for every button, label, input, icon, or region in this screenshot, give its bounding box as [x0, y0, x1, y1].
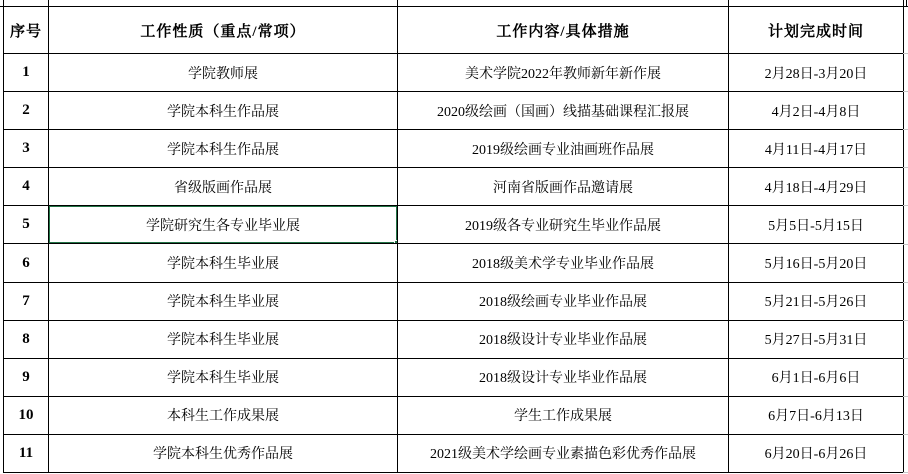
- fill-handle[interactable]: [394, 240, 398, 244]
- table-row: [4, 396, 904, 434]
- selected-cell[interactable]: [49, 206, 398, 244]
- row-number-cell[interactable]: [4, 320, 49, 358]
- cell-text: 4月18日-4月29日: [764, 180, 868, 196]
- cell-text: 2: [22, 102, 30, 119]
- header-row-number[interactable]: 序号: [4, 7, 49, 54]
- work-nature-cell[interactable]: [49, 396, 398, 434]
- table-row: [4, 434, 904, 472]
- row-number-cell[interactable]: [4, 244, 49, 282]
- cell-text: 6: [22, 254, 30, 271]
- work-nature-cell[interactable]: [49, 320, 398, 358]
- work-nature-cell[interactable]: [49, 434, 398, 472]
- completion-time-cell[interactable]: [729, 396, 904, 434]
- margin-gridline-tick: [903, 472, 908, 473]
- cell-text: 5月16日-5月20日: [764, 257, 868, 273]
- work-content-cell[interactable]: [398, 244, 729, 282]
- margin-gridline-tick: [903, 167, 908, 168]
- header-work-nature[interactable]: 工作性质（重点/常项）: [49, 7, 398, 54]
- completion-time-cell[interactable]: [729, 282, 904, 320]
- cell-text: 9: [22, 368, 30, 385]
- work-content-cell[interactable]: [398, 206, 729, 244]
- work-nature-cell[interactable]: [49, 130, 398, 168]
- cell-text: 2019级绘画专业油画班作品展: [472, 142, 654, 158]
- margin-gridline-tick: [903, 320, 908, 321]
- cell-text: 2018级美术学专业毕业作品展: [472, 257, 654, 273]
- cell-text: 学院本科生作品展: [167, 142, 279, 158]
- margin-gridline-tick: [903, 434, 908, 435]
- margin-gridline-tick: [903, 129, 908, 130]
- cell-text: 本科生工作成果展: [167, 409, 279, 425]
- cell-text: 6月7日-6月13日: [768, 409, 864, 425]
- cell-text: 2019级各专业研究生毕业作品展: [465, 218, 661, 234]
- margin-gridline-tick: [903, 91, 908, 92]
- cell-text: 学院教师展: [188, 66, 258, 82]
- margin-gridline-tick: [903, 205, 908, 206]
- work-nature-cell[interactable]: [49, 54, 398, 92]
- row-number-cell[interactable]: [4, 358, 49, 396]
- cell-text: 学院研究生各专业毕业展: [146, 218, 300, 234]
- cell-text: 5月21日-5月26日: [764, 295, 868, 311]
- cell-text: 2021级美术学绘画专业素描色彩优秀作品展: [430, 447, 696, 463]
- completion-time-cell[interactable]: [729, 168, 904, 206]
- cell-text: 2018级设计专业毕业作品展: [479, 333, 647, 349]
- header-completion-time[interactable]: 计划完成时间: [729, 7, 904, 54]
- work-content-cell[interactable]: [398, 168, 729, 206]
- header-work-content[interactable]: 工作内容/具体措施: [398, 7, 729, 54]
- cell-text: 学生工作成果展: [514, 409, 612, 425]
- completion-time-cell[interactable]: [729, 434, 904, 472]
- completion-time-cell[interactable]: [729, 130, 904, 168]
- work-content-cell[interactable]: [398, 358, 729, 396]
- cell-text: 7: [22, 292, 30, 309]
- work-nature-cell[interactable]: [49, 244, 398, 282]
- work-nature-cell[interactable]: [49, 92, 398, 130]
- cell-text: 5月5日-5月15日: [768, 218, 864, 234]
- margin-gridline-tick: [903, 244, 908, 245]
- row-number-cell[interactable]: [4, 168, 49, 206]
- cell-text: 8: [22, 330, 30, 347]
- row-number-cell[interactable]: [4, 434, 49, 472]
- cell-text: 河南省版画作品邀请展: [493, 180, 633, 196]
- table-row: [4, 358, 904, 396]
- cell-text: 美术学院2022年教师新年新作展: [465, 66, 661, 82]
- cell-text: 6月20日-6月26日: [764, 447, 868, 463]
- cell-text: 省级版画作品展: [174, 180, 272, 196]
- cell-text: 1: [22, 64, 30, 81]
- table-row: [4, 168, 904, 206]
- row-number-cell[interactable]: [4, 396, 49, 434]
- table-row: [4, 130, 904, 168]
- cell-text: 学院本科生毕业展: [167, 333, 279, 349]
- table-row: [4, 244, 904, 282]
- row-number-cell[interactable]: [4, 130, 49, 168]
- cell-text: 2020级绘画（国画）线描基础课程汇报展: [437, 104, 689, 120]
- completion-time-cell[interactable]: [729, 244, 904, 282]
- cell-text: 5月27日-5月31日: [764, 333, 868, 349]
- completion-time-cell[interactable]: [729, 92, 904, 130]
- cell-text: 6月1日-6月6日: [771, 371, 861, 387]
- work-content-cell[interactable]: [398, 92, 729, 130]
- table-row: [4, 54, 904, 92]
- work-content-cell[interactable]: [398, 434, 729, 472]
- header-row: [4, 7, 904, 54]
- cell-text: 2月28日-3月20日: [764, 66, 868, 82]
- exhibition-schedule-table: [3, 6, 904, 473]
- table-row: [4, 92, 904, 130]
- cell-text: 2018级绘画专业毕业作品展: [479, 295, 647, 311]
- cell-text: 4月11日-4月17日: [764, 142, 868, 158]
- work-content-cell[interactable]: [398, 396, 729, 434]
- work-content-cell[interactable]: [398, 54, 729, 92]
- cell-text: 4月2日-4月8日: [771, 104, 861, 120]
- top-gridline-stub: [906, 0, 907, 7]
- margin-gridline-tick: [903, 53, 908, 54]
- cell-text: 学院本科生作品展: [167, 104, 279, 120]
- work-content-cell[interactable]: [398, 282, 729, 320]
- cell-text: 学院本科生优秀作品展: [153, 447, 293, 463]
- cell-text: 4: [22, 178, 30, 195]
- completion-time-cell[interactable]: [729, 206, 904, 244]
- margin-gridline-tick: [903, 358, 908, 359]
- work-nature-cell[interactable]: [49, 358, 398, 396]
- row-number-cell[interactable]: [4, 54, 49, 92]
- table-row: [4, 282, 904, 320]
- completion-time-cell[interactable]: [729, 320, 904, 358]
- row-number-cell[interactable]: [4, 206, 49, 244]
- row-number-cell[interactable]: [4, 92, 49, 130]
- table-row: [4, 320, 904, 358]
- cell-text: 学院本科生毕业展: [167, 371, 279, 387]
- table-row: [4, 206, 904, 244]
- cell-text: 3: [22, 140, 30, 157]
- cell-text: 5: [22, 216, 30, 233]
- completion-time-cell[interactable]: [729, 54, 904, 92]
- cell-text: 2018级设计专业毕业作品展: [479, 371, 647, 387]
- margin-gridline-tick: [903, 396, 908, 397]
- work-content-cell[interactable]: [398, 320, 729, 358]
- cell-text: 学院本科生毕业展: [167, 295, 279, 311]
- cell-text: 学院本科生毕业展: [167, 257, 279, 273]
- cell-text: 11: [18, 444, 34, 461]
- completion-time-cell[interactable]: [729, 358, 904, 396]
- margin-gridline-tick: [903, 282, 908, 283]
- work-nature-cell[interactable]: [49, 168, 398, 206]
- work-nature-cell[interactable]: [49, 282, 398, 320]
- row-number-cell[interactable]: [4, 282, 49, 320]
- work-content-cell[interactable]: [398, 130, 729, 168]
- cell-text: 10: [18, 406, 34, 423]
